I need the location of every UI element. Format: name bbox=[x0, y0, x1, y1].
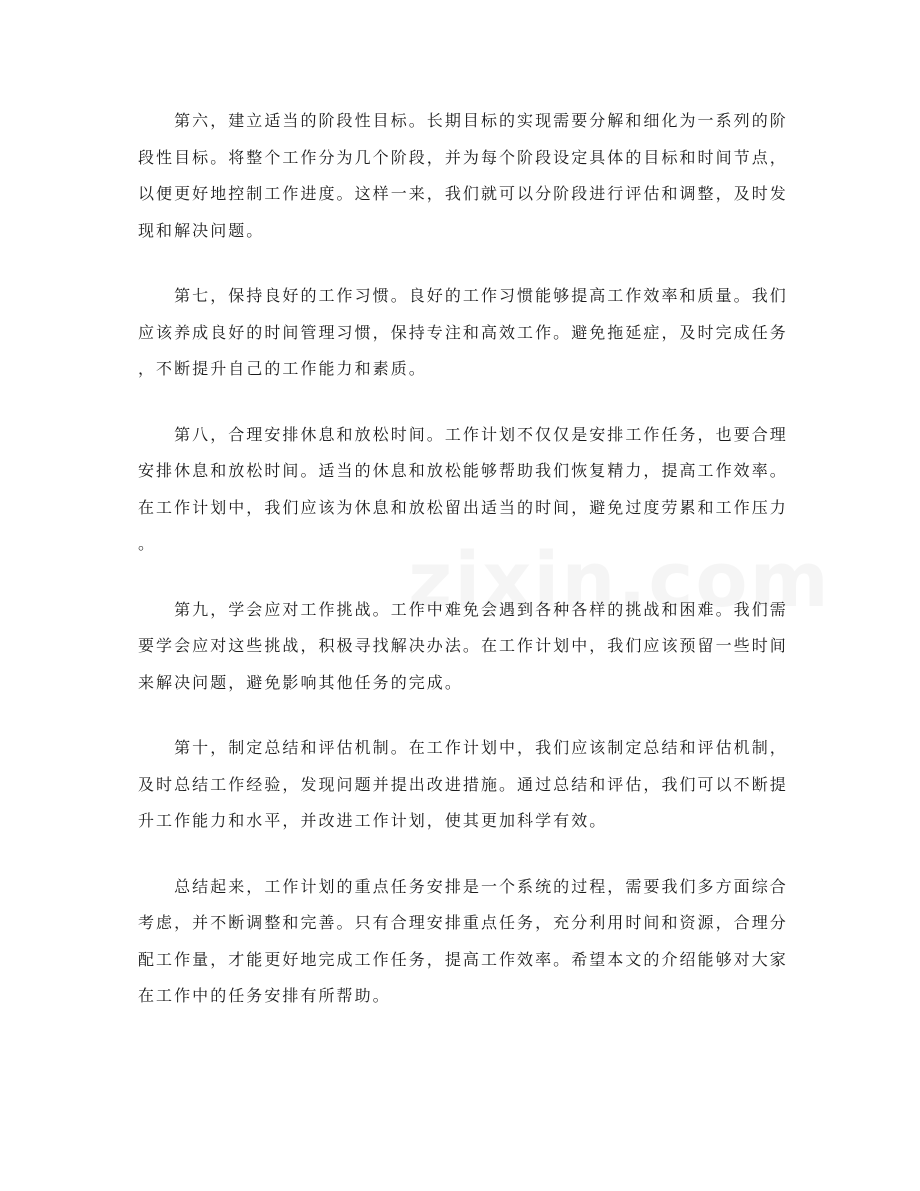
text-line: 现和解决问题。 bbox=[138, 220, 265, 240]
text-line: 第十，制定总结和评估机制。在工作计划中，我们应该制定总结和评估机制， bbox=[138, 738, 788, 757]
text-line: 在工作计划中，我们应该为休息和放松留出适当的时间，避免过度劳累和工作压力 bbox=[138, 497, 788, 517]
text-line: 来解决问题，避免影响其他任务的完成。 bbox=[138, 672, 463, 692]
text-line: 升工作能力和水平，并改进工作计划，使其更加科学有效。 bbox=[138, 811, 608, 830]
paragraph-6 bbox=[138, 103, 788, 249]
text-line: 配工作量，才能更好地完成工作任务，提高工作效率。希望本文的介绍能够对大家 bbox=[138, 949, 788, 969]
text-line: 段性目标。将整个工作分为几个阶段，并为每个阶段设定具体的目标和时间节点， bbox=[138, 147, 788, 167]
text-line: 及时总结工作经验，发现问题并提出改进措施。通过总结和评估，我们可以不断提 bbox=[138, 774, 788, 794]
text-line: 。 bbox=[138, 534, 157, 553]
paragraph-7 bbox=[138, 278, 788, 388]
text-line: 考虑，并不断调整和完善。只有合理安排重点任务，充分利用时间和资源，合理分 bbox=[138, 913, 788, 932]
paragraph-10 bbox=[138, 730, 788, 840]
paragraph-9 bbox=[138, 592, 788, 702]
text-line: 要学会应对这些挑战，积极寻找解决办法。在工作计划中，我们应该预留一些时间 bbox=[138, 636, 788, 655]
text-line: 总结起来，工作计划的重点任务安排是一个系统的过程，需要我们多方面综合 bbox=[138, 876, 788, 896]
text-line: 第六，建立适当的阶段性目标。长期目标的实现需要分解和细化为一系列的阶 bbox=[138, 111, 788, 130]
text-line: 安排休息和放松时间。适当的休息和放松能够帮助我们恢复精力，提高工作效率。 bbox=[138, 461, 788, 480]
text-line: 以便更好地控制工作进度。这样一来，我们就可以分阶段进行评估和调整，及时发 bbox=[138, 184, 788, 203]
paragraph-8 bbox=[138, 417, 788, 563]
text-line: 在工作中的任务安排有所帮助。 bbox=[138, 986, 391, 1005]
text-line: 应该养成良好的时间管理习惯，保持专注和高效工作。避免拖延症，及时完成任务 bbox=[138, 322, 788, 342]
text-line: ，不断提升自己的工作能力和素质。 bbox=[138, 359, 427, 378]
paragraph-conclusion bbox=[138, 869, 788, 1015]
text-line: 第七，保持良好的工作习惯。良好的工作习惯能够提高工作效率和质量。我们 bbox=[138, 286, 788, 305]
document-body bbox=[138, 103, 788, 1044]
text-line: 第八，合理安排休息和放松时间。工作计划不仅仅是安排工作任务，也要合理 bbox=[138, 424, 788, 444]
text-line: 第九，学会应对工作挑战。工作中难免会遇到各种各样的挑战和困难。我们需 bbox=[138, 599, 788, 619]
